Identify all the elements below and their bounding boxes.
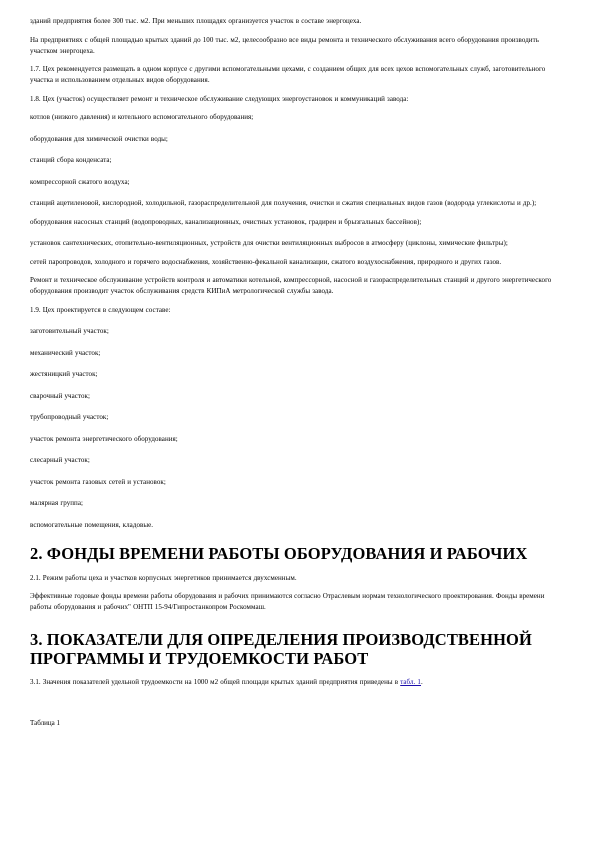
list-item: установок сантехнических, отопительно-вентиляционных, устройств для очистки вентиляционных выбросов в атмосферу (циклоны, химические фильтры); bbox=[30, 239, 508, 247]
list-item: компрессорной сжатого воздуха; bbox=[30, 177, 130, 186]
list-item: механический участок; bbox=[30, 348, 101, 357]
paragraph: Эффективные годовые фонды времени работы оборудования и рабочих принимаются согласно Отраслевым нормам технологического проектирования. Фонды времени работы оборудования и рабочих" ОНТП 15-94/Гипростанкопром Роскоммаш. bbox=[30, 592, 545, 611]
list-item: станций сбора конденсата; bbox=[30, 156, 112, 164]
list-item: станций ацетиленовой, кислородной, холодильной, газораспределительной для получения, очистки и сжатия специальных видов газов (водорода углекислоты и др.); bbox=[30, 199, 537, 207]
list-item: слесарный участок; bbox=[30, 456, 90, 464]
paragraph: зданий предприятия более 300 тыс. м2. При меньших площадях организуется участок в составе энергоцеха. bbox=[30, 17, 362, 25]
list-item: оборудования насосных станций (водопроводных, канализационных, очистных установок, градирен и брызгальных бассейнов); bbox=[30, 217, 422, 226]
paragraph-end: . bbox=[421, 678, 423, 686]
paragraph: 1.7. Цех рекомендуется размещать в одном корпусе с другими вспомогательными цехами, с созданием общих для всех цехов вспомогательных служб, заготовительного участка и использованием отдельных видов оборудования. bbox=[30, 65, 546, 84]
list-item: участок ремонта энергетического оборудования; bbox=[30, 434, 178, 443]
list-item: оборудования для химической очистки воды; bbox=[30, 134, 168, 143]
list-item: вспомогательные помещения, кладовые. bbox=[30, 520, 154, 529]
list-item: участок ремонта газовых сетей и установок; bbox=[30, 477, 166, 486]
paragraph bbox=[30, 677, 565, 688]
section-3-heading-line2: ПРОГРАММЫ И ТРУДОЕМКОСТИ РАБОТ bbox=[30, 649, 369, 668]
table-caption: Таблица 1 bbox=[30, 719, 60, 727]
list-item: трубопроводный участок; bbox=[30, 413, 109, 421]
section-3-heading-line1: 3. ПОКАЗАТЕЛИ ДЛЯ ОПРЕДЕЛЕНИЯ ПРОИЗВОДСТВЕННОЙ bbox=[30, 630, 532, 649]
section-3-heading bbox=[30, 630, 565, 668]
list-item: сварочный участок; bbox=[30, 391, 90, 400]
section-2-heading: 2. ФОНДЫ ВРЕМЕНИ РАБОТЫ ОБОРУДОВАНИЯ И РАБОЧИХ bbox=[30, 543, 528, 563]
body-text-top bbox=[30, 16, 565, 531]
paragraph-text: 3.1. Значения показателей удельной трудоемкости на 1000 м2 общей площади крытых зданий предприятия приведены в bbox=[30, 678, 401, 686]
list-item: малярная группа; bbox=[30, 499, 84, 507]
paragraph: 2.1. Режим работы цеха и участков корпусных энергетиков принимается двухсменным. bbox=[30, 573, 297, 582]
list-item: заготовительный участок; bbox=[30, 327, 109, 335]
paragraph: 1.9. Цех проектируется в следующем составе: bbox=[30, 305, 171, 314]
list-item: сетей паропроводов, холодного и горячего водоснабжения, хозяйственно-фекальной канализации, сжатого воздухоснабжения, природного и других газов. bbox=[30, 257, 502, 266]
paragraph: Ремонт и техническое обслуживание устройств контроля и автоматики котельной, компрессорной, насосной и газораспределительных станций и другого энергетического оборудования производит участок обслуживания средств КИПиА метрологической службы завода. bbox=[30, 276, 552, 295]
paragraph: 1.8. Цех (участок) осуществляет ремонт и техническое обслуживание следующих энергоустановок и коммуникаций завода: bbox=[30, 94, 409, 103]
list-item: жестяницкий участок; bbox=[30, 370, 98, 378]
table-1-link[interactable]: табл. 1 bbox=[400, 678, 421, 686]
list-item: котлов (низкого давления) и котельного вспомогательного оборудования; bbox=[30, 113, 254, 121]
paragraph: На предприятиях с общей площадью крытых зданий до 100 тыс. м2, целесообразно все виды ремонта и технического обслуживания всего оборудования производить участком энергоцеха. bbox=[30, 35, 539, 55]
